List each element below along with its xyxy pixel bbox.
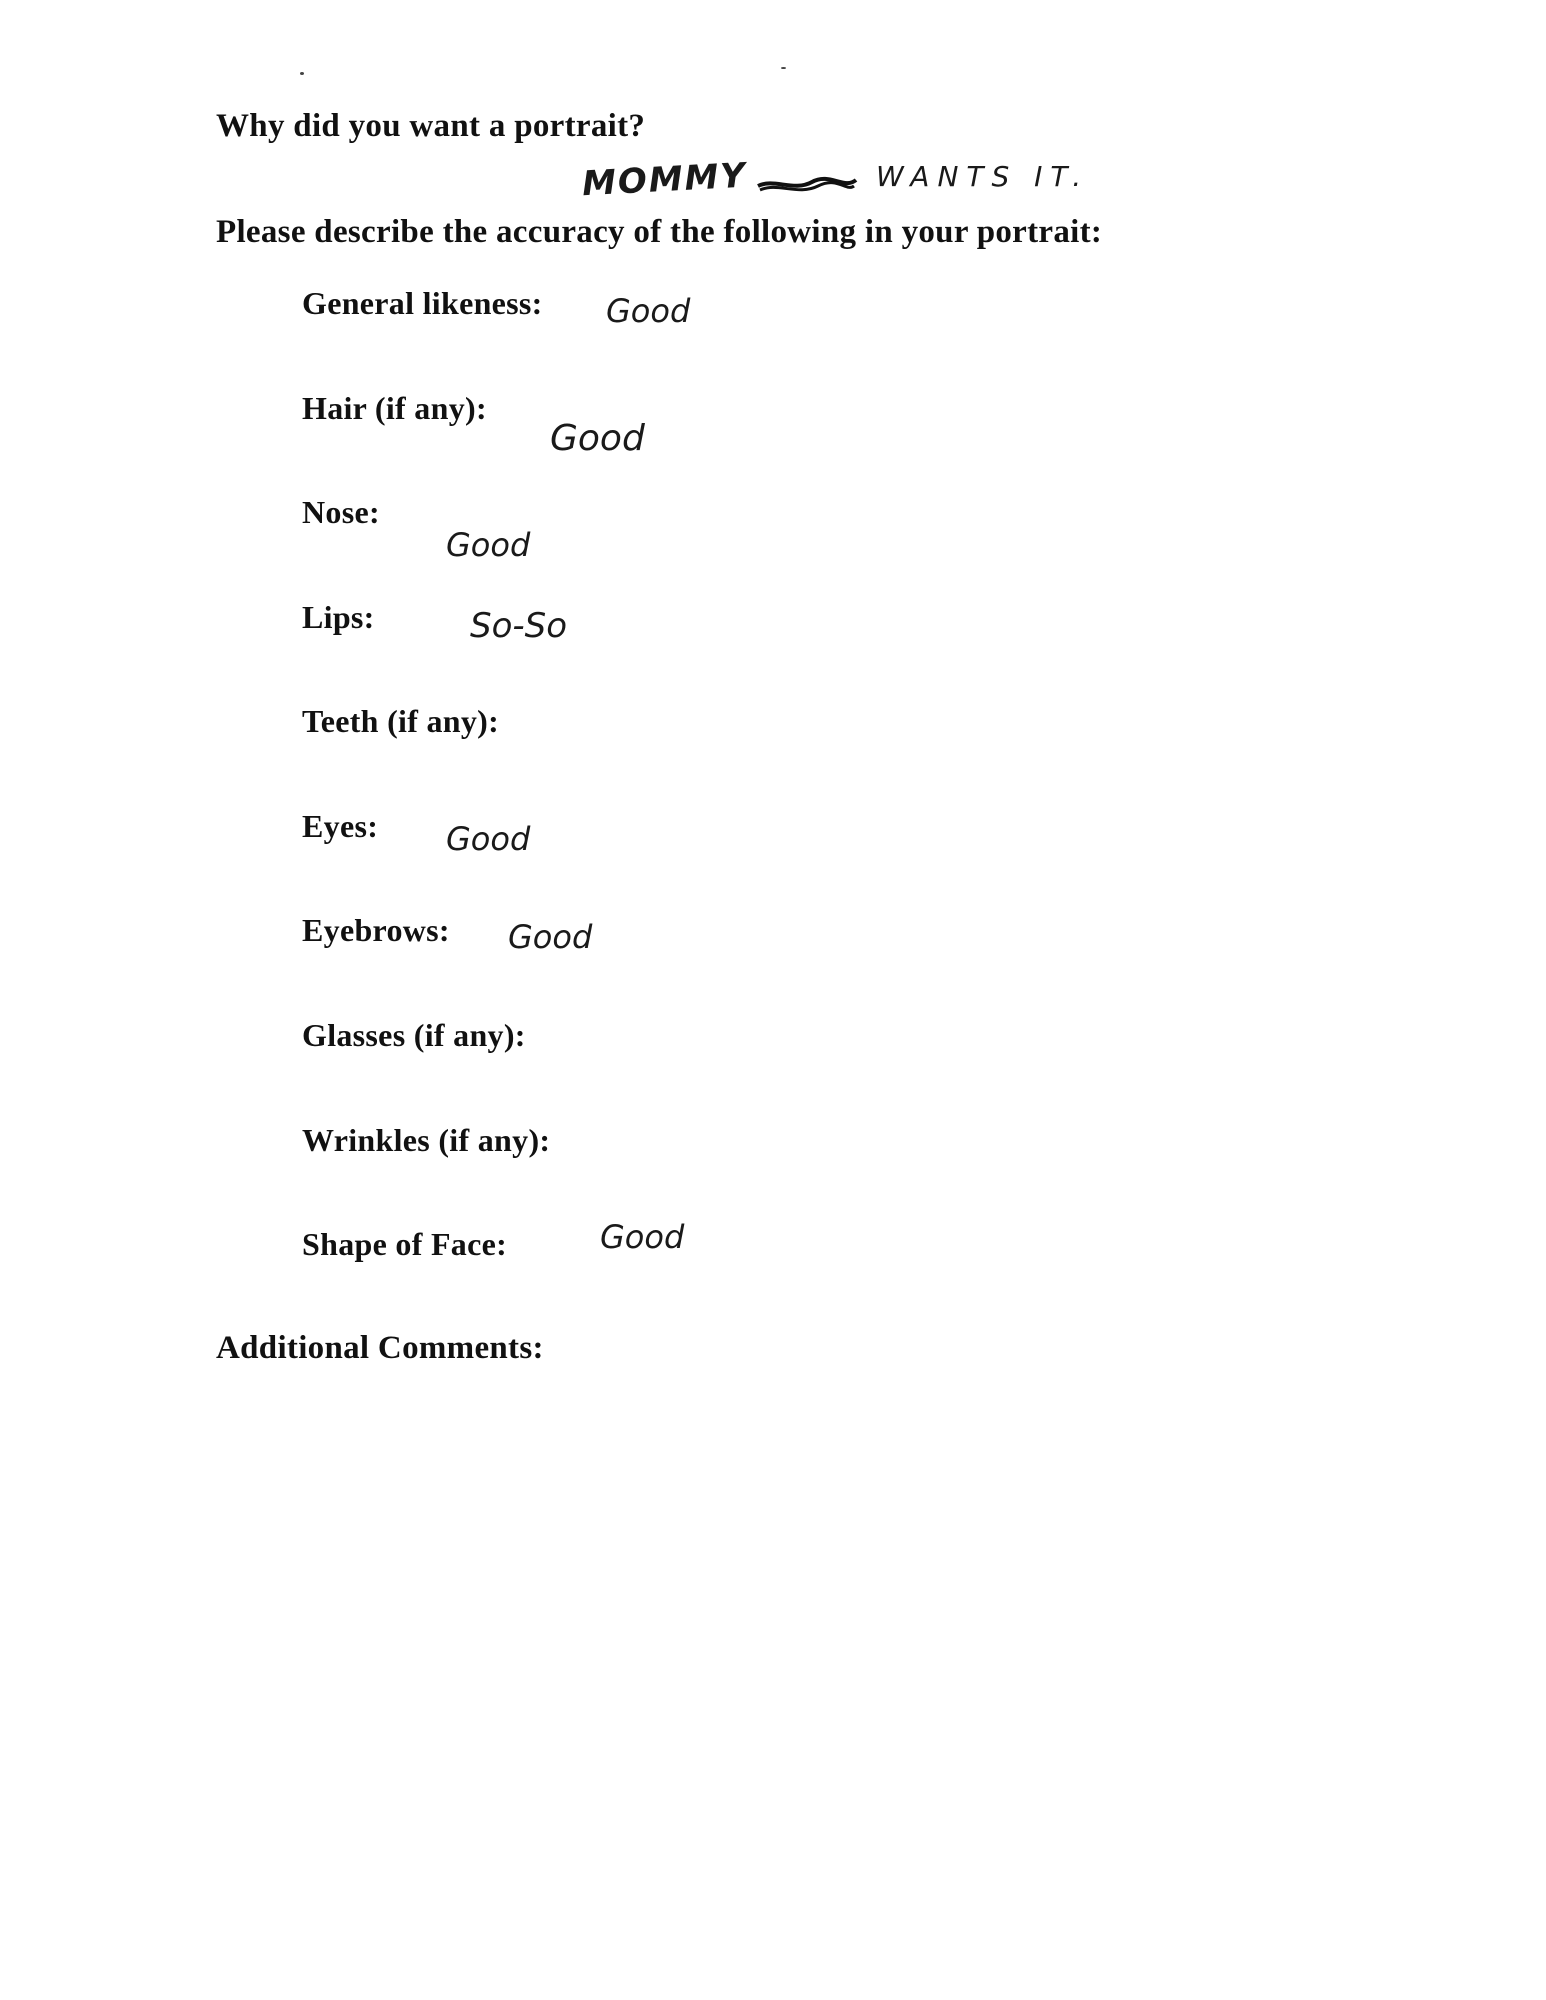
answer-eyebrows: Good (508, 918, 593, 956)
strikethrough-scribble (754, 168, 860, 198)
label-eyebrows: Eyebrows: (302, 912, 450, 948)
label-hair: Hair (if any): (302, 390, 487, 426)
label-nose: Nose: (302, 494, 380, 530)
answer-general-likeness: Good (606, 292, 691, 330)
question-accuracy: Please describe the accuracy of the following in your portrait: (216, 214, 1103, 250)
label-wrinkles: Wrinkles (if any): (302, 1122, 551, 1158)
handwritten-answer-why-rest: WANTS IT. (876, 160, 1090, 193)
label-glasses: Glasses (if any): (302, 1017, 526, 1053)
handwritten-answer-why: MOMMY (581, 155, 748, 205)
label-lips: Lips: (302, 599, 375, 635)
answer-lips: So-So (470, 606, 568, 646)
answer-shape-of-face: Good (600, 1218, 685, 1256)
answer-eyes: Good (446, 820, 531, 858)
additional-comments-label: Additional Comments: (216, 1330, 544, 1366)
answer-nose: Good (446, 526, 531, 564)
label-teeth: Teeth (if any): (302, 703, 500, 739)
label-general-likeness: General likeness: (302, 285, 543, 321)
scan-speck (300, 72, 304, 75)
label-eyes: Eyes: (302, 808, 379, 844)
scan-speck (781, 67, 786, 69)
answer-hair: Good (550, 418, 645, 459)
label-shape-of-face: Shape of Face: (302, 1226, 508, 1262)
question-why-portrait: Why did you want a portrait? (216, 108, 646, 144)
